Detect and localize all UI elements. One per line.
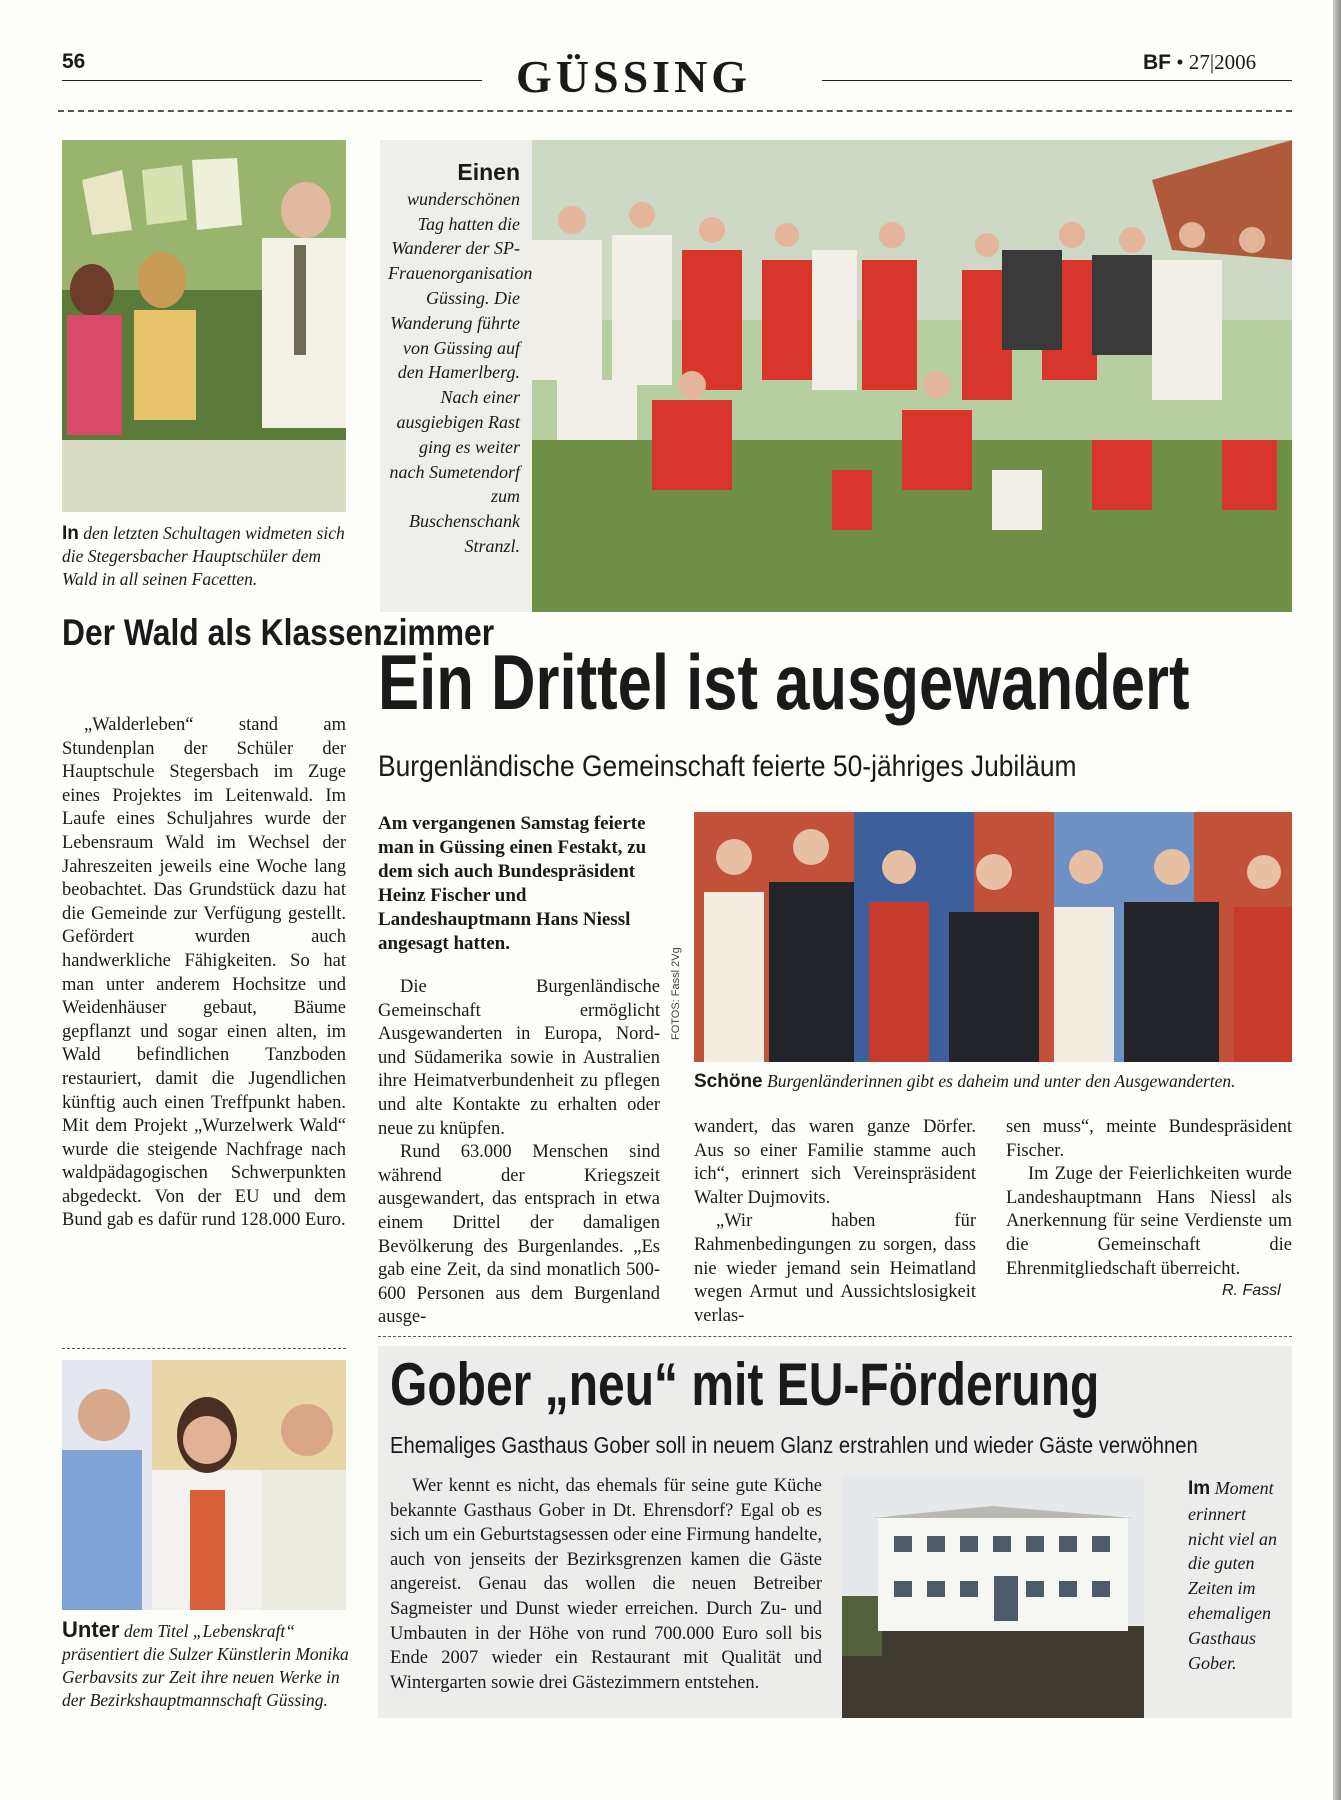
photo-credit: FOTOS: Fassl 2Vg — [670, 947, 682, 1040]
caption-lead: Einen — [457, 159, 520, 185]
drittel-paragraph: sen muss“, meinte Bundespräsident Fischer. — [1006, 1117, 1292, 1161]
gober-subheadline: Ehemaliges Gasthaus Gober soll in neuem Glanz erstrahlen und wieder Gäste verwöhnen — [390, 1432, 1198, 1458]
issue-number: 27|2006 — [1188, 50, 1257, 74]
drittel-paragraph: „Wir haben für Rahmenbedingungen zu sorgen, dass nie wieder jemand sein Heimatland wegen Armut und Aussichtslosigkeit verlas- — [694, 1211, 976, 1326]
section-title: GÜSSING — [516, 51, 752, 102]
gober-headline: Gober „neu“ mit EU-Förderung — [390, 1351, 1100, 1418]
artist-photo — [62, 1360, 346, 1610]
paper-name: BF — [1143, 51, 1171, 74]
drittel-column-2 — [694, 1116, 976, 1328]
caption-text: dem Titel „Lebenskraft“ präsentiert die Sulzer Künstlerin Monika Gerbavsits zur Zeit ihre neuen Werke in der Bezirkshauptmannschaft Güssing. — [62, 1621, 349, 1710]
drittel-column-1 — [378, 976, 660, 1330]
page-edge-shadow — [1333, 0, 1341, 1800]
left-dashed-rule — [62, 1348, 346, 1349]
caption-text: den letzten Schultagen widmeten sich die Stegersbacher Hauptschüler dem Wald in all seinen Facetten. — [62, 523, 345, 589]
drittel-paragraph: Die Burgenländische Gemeinschaft ermöglicht Ausgewanderten in Europa, Nord- und Südamerika sowie in Australien ihre Heimatverbundenheit zu pflegen und alte Kontakte zu erhalten oder neue zu knüpfen. — [378, 977, 660, 1139]
gober-paragraph: Wer kennt es nicht, das ehemals für seine gute Küche bekannte Gasthaus Gober in Dt. Ehrensdorf? Egal ob es sich um ein Geburtstagsessen oder eine Firmung handelte, auch von jenseits der Bezirksgrenzen kamen die Gäste angereist. Genau das wollen die neuen Betreiber Sagmeister und Dunst wieder erreichen. Durch Zu- und Umbauten in der Höhe von rund 700.000 Euro soll bis Ende 2007 wieder ein Restaurant mit Qualität und Wintergarten sowie drei Gästezimmern entstehen. — [390, 1476, 822, 1693]
festakt-photo — [694, 812, 1292, 1062]
page-number: 56 — [62, 50, 86, 73]
caption-text: wunderschönen Tag hatten die Wanderer der SP-Frauenorganisation Güssing. Die Wanderung führte von Güssing auf den Hamerlberg. Nach einer ausgiebigen Rast ging es weiter nach Sumetendorf zum Buschenschank Stranzl. — [388, 188, 533, 556]
hikers-group-photo — [532, 140, 1292, 612]
drittel-lead: Am vergangenen Samstag feierte man in Güssing einen Festakt, zu dem sich auch Bundespräsident Heinz Fischer und Landeshauptmann Hans Niessl angesagt hatten. — [378, 813, 647, 954]
header-rule-left — [62, 80, 482, 81]
gober-building-photo — [842, 1476, 1144, 1718]
gober-photo-caption — [1188, 1476, 1278, 1675]
caption-lead: Schöne — [694, 1071, 763, 1092]
header-rule-right — [822, 80, 1292, 81]
festakt-photo-caption — [694, 1070, 1314, 1093]
wald-headline: Der Wald als Klassenzimmer — [62, 612, 495, 653]
gober-article-body — [390, 1474, 822, 1695]
artist-photo-caption — [62, 1618, 352, 1712]
drittel-paragraph: Rund 63.000 Menschen sind während der Kriegszeit ausgewandert, das entsprach in etwa einem Drittel der damaligen Bevölkerung des Burgenlandes. „Es gab eine Zeit, da sind monatlich 500-600 Personen aus dem Burgenland ausge- — [378, 1142, 660, 1328]
gober-dashed-rule — [378, 1336, 1292, 1337]
caption-lead: Im — [1188, 1478, 1211, 1499]
header-dashed-rule — [58, 110, 1292, 112]
caption-text: Burgenländerinnen gibt es daheim und unter den Ausgewanderten. — [767, 1071, 1236, 1091]
drittel-author: R. Fassl — [1222, 1282, 1281, 1299]
drittel-paragraph: wandert, das waren ganze Dörfer. Aus so einer Familie stamme auch ich“, erinnert sich Vereinspräsident Walter Dujmovits. — [694, 1117, 976, 1208]
issue-info: BF • 27|2006 — [1143, 50, 1257, 74]
drittel-subheadline: Burgenländische Gemeinschaft feierte 50-jähriges Jubiläum — [378, 750, 1077, 783]
wald-paragraph: „Walderleben“ stand am Stundenplan der Schüler der Hauptschule Stegersbach im Zuge eines Projektes im Leitenwald. Im Laufe eines Schuljahres wurde der Lebensraum Wald im Wechsel der Jahreszeiten jeweils eine Woche lang beobachtet. Das Grundstück dazu hat die Gemeinde zur Verfügung gestellt. Gefördert wurden auch handwerkliche Fähigkeiten. So hat man unter anderem Hochsitze und Weidenhäuser gebaut, Bäume gepflanzt und sogar einen alten, im Wald befindlichen Tanzboden restauriert, damit die Jugendlichen künftig auch einen Treffpunkt haben. Mit dem Projekt „Wurzelwerk Wald“ wurde die steigende Nachfrage nach waldpädagogischen Schwerpunkten abgedeckt. Von der EU und dem Bund gab es dafür rund 128.000 Euro. — [62, 715, 346, 1231]
drittel-paragraph: Im Zuge der Feierlichkeiten wurde Landeshauptmann Hans Niessl als Anerkennung für seine Verdienste um die Gemeinschaft die Ehrenmitgliedschaft überreicht. — [1006, 1164, 1292, 1279]
drittel-headline: Ein Drittel ist ausgewandert — [378, 638, 1190, 726]
school-photo — [62, 140, 346, 512]
school-photo-caption — [62, 522, 352, 591]
caption-text: Moment erinnert nicht viel an die guten Zeiten im ehemaligen Gasthaus Gober. — [1188, 1478, 1277, 1673]
drittel-column-3 — [1006, 1116, 1292, 1281]
wald-article-body — [62, 714, 346, 1233]
caption-lead: In — [62, 523, 79, 544]
hikers-photo-caption — [388, 159, 533, 559]
caption-lead: Unter — [62, 1617, 120, 1642]
